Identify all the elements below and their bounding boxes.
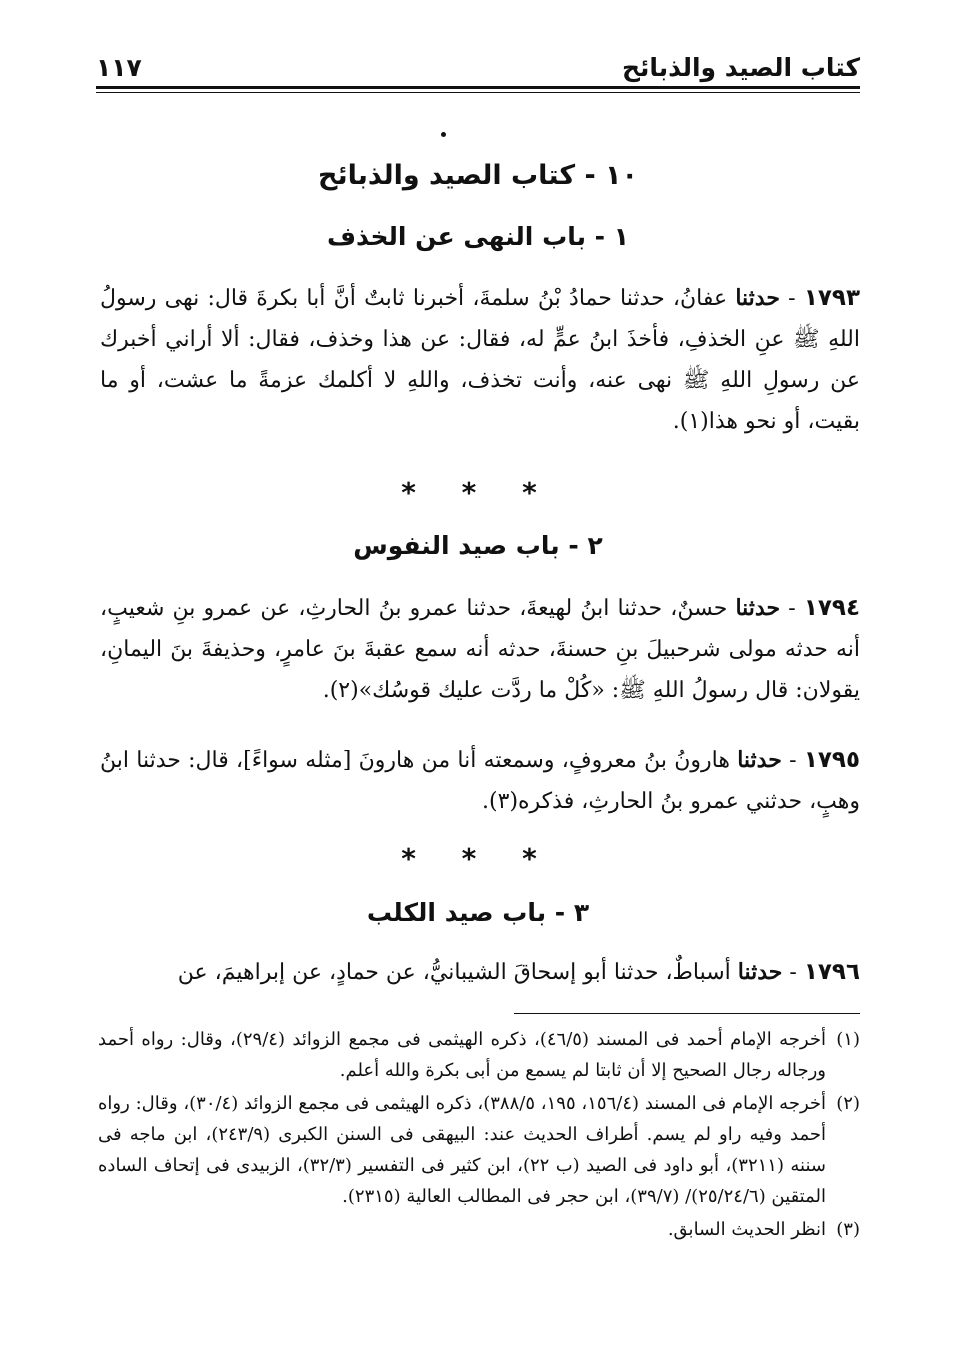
section-separator: * * * — [401, 476, 555, 509]
book-title: ١٠ - كتاب الصيد والذبائح — [317, 160, 639, 191]
hadith-number: ١٧٩٤ — [803, 595, 860, 621]
page-header — [96, 36, 860, 82]
hadith-paragraph: ١٧٩٤ - حدثنا حسنٌ، حدثنا ابنُ لهيعةَ، حدثنا عمرو بنُ الحارثِ، عن عمرو بنِ شعيبٍ، أنه حدثه مولى شرحبيلَ بنِ حسنةَ، حدثه أنه سمع عقبةَ بنَ عامرٍ، وحذيفةَ بنَ اليمانِ، يقولان: قال رسولُ اللهِ ﷺ: «كُلْ ما ردَّت عليك قوسُك»(٢). — [100, 595, 860, 703]
hadith-lead: حدثنا — [737, 747, 782, 773]
chapter-title: ١ - باب النهى عن الخذف — [326, 222, 630, 251]
footnote-text: انظر الحديث السابق. — [667, 1219, 826, 1240]
header-rule-thick — [96, 86, 860, 89]
footnote-marker: (٣) — [836, 1219, 860, 1240]
hadith-paragraph: ١٧٩٣ - حدثنا عفانُ، حدثنا حمادُ بْنُ سلمةَ، أخبرنا ثابتٌ أنَّ أبا بكرةَ قال: نهى رسولُ اللهِ ﷺ عنِ الخذفِ، فأخذَ ابنُ عمٍّ له، فقال: عن هذا وخذف، فقال: ألا أراني أخبرك عن رسولِ اللهِ ﷺ نهى عنه، وأنت تخذف، واللهِ لا أكلمك عزمةً ما عشت، أو ما بقيت، أو نحو هذا(١). — [100, 285, 860, 434]
hadith-text: أسباطٌ، حدثنا أبو إسحاقَ الشيبانيُّ، عن حمادٍ، عن إبراهيمَ، عن — [177, 960, 731, 985]
hadith-number: ١٧٩٣ — [803, 285, 860, 311]
footnote-marker: (٢) — [836, 1093, 860, 1114]
footnote — [98, 1088, 860, 1212]
ornament-dot — [441, 132, 446, 137]
running-title: كتاب الصيد والذبائح — [621, 53, 860, 82]
hadith-lead: حدثنا — [735, 595, 781, 621]
section-separator: * * * — [401, 842, 555, 875]
footnote-text: أخرجه الإمام فى المسند (١٥٦/٤، ١٩٥، ٣٨٨/٥)، ذكره الهيثمى فى مجمع الزوائد (٣٠/٤)، وقال: رواه أحمد وفيه راو لم يسم. أطراف الحديث عند: البيهقى فى السنن الكبرى (٢٤٣/٩)، ابن ماجه فى سننه (٣٢١١)، أبو داود فى الصيد (ب ٢٢)، ابن كثير فى التفسير (٣٢/٣)، الزبيدى فى إتحاف الساده المتقين (٢٥/٢٤/٦)/ (٣٩/٧)، ابن حجر فى المطالب العالية (٢٣١٥). — [98, 1093, 827, 1207]
footnote-marker: (١) — [836, 1029, 860, 1050]
hadith-lead: حدثنا — [735, 285, 780, 311]
hadith-paragraph: ١٧٩٥ - حدثنا هارونُ بنُ معروفٍ، وسمعته أنا من هارونَ [مثله سواءً]، قال: حدثنا ابنُ وهبٍ، حدثني عمرو بنُ الحارثِ، فذكره(٣). — [100, 747, 860, 814]
footnotes — [98, 1024, 860, 1247]
hadith-text: هارونُ بنُ معروفٍ، وسمعته أنا من هارونَ [مثله سواءً]، قال: حدثنا ابنُ وهبٍ، حدثني عمرو بنُ الحارثِ، فذكره(٣). — [100, 748, 860, 814]
footnote-rule — [514, 1013, 860, 1014]
hadith-number: ١٧٩٦ — [803, 959, 860, 985]
chapter-title: ٢ - باب صيد النفوس — [353, 531, 603, 560]
footnote-text: أخرجه الإمام أحمد فى المسند (٤٦/٥)، ذكره الهيثمى فى مجمع الزوائد (٢٩/٤)، وقال: رواه أحمد ورجاله رجال الصحيح إلا أن ثابتا لم يسمع من أبى بكرة والله أعلم. — [98, 1029, 826, 1081]
hadith-number: ١٧٩٥ — [803, 747, 860, 773]
hadith-text: عفانُ، حدثنا حمادُ بْنُ سلمةَ، أخبرنا ثابتٌ أنَّ أبا بكرةَ قال: نهى رسولُ اللهِ ﷺ عنِ الخذفِ، فأخذَ ابنُ عمٍّ له، فقال: عن هذا وخذف، فقال: ألا أراني أخبرك عن رسولِ اللهِ ﷺ نهى عنه، وأنت تخذف، واللهِ لا أكلمك عزمةً ما عشت، أو ما بقيت، أو نحو هذا(١). — [100, 286, 860, 434]
footnote — [98, 1214, 860, 1245]
hadith-lead: حدثنا — [737, 959, 783, 985]
hadith-text: حسنٌ، حدثنا ابنُ لهيعةَ، حدثنا عمرو بنُ الحارثِ، عن عمرو بنِ شعيبٍ، أنه حدثه مولى شرحبيلَ بنِ حسنةَ، حدثه أنه سمع عقبةَ بنَ عامرٍ، وحذيفةَ بنَ اليمانِ، يقولان: قال رسولُ اللهِ ﷺ: «كُلْ ما ردَّت عليك قوسُك»(٢). — [100, 596, 860, 703]
hadith-paragraph: ١٧٩٦ - حدثنا أسباطٌ، حدثنا أبو إسحاقَ الشيبانيُّ، عن حمادٍ، عن إبراهيمَ، عن — [177, 959, 860, 985]
page-number: ١١٧ — [96, 53, 142, 82]
footnote — [98, 1024, 860, 1086]
chapter-title: ٣ - باب صيد الكلب — [366, 898, 590, 927]
header-rule-thin — [96, 92, 860, 93]
